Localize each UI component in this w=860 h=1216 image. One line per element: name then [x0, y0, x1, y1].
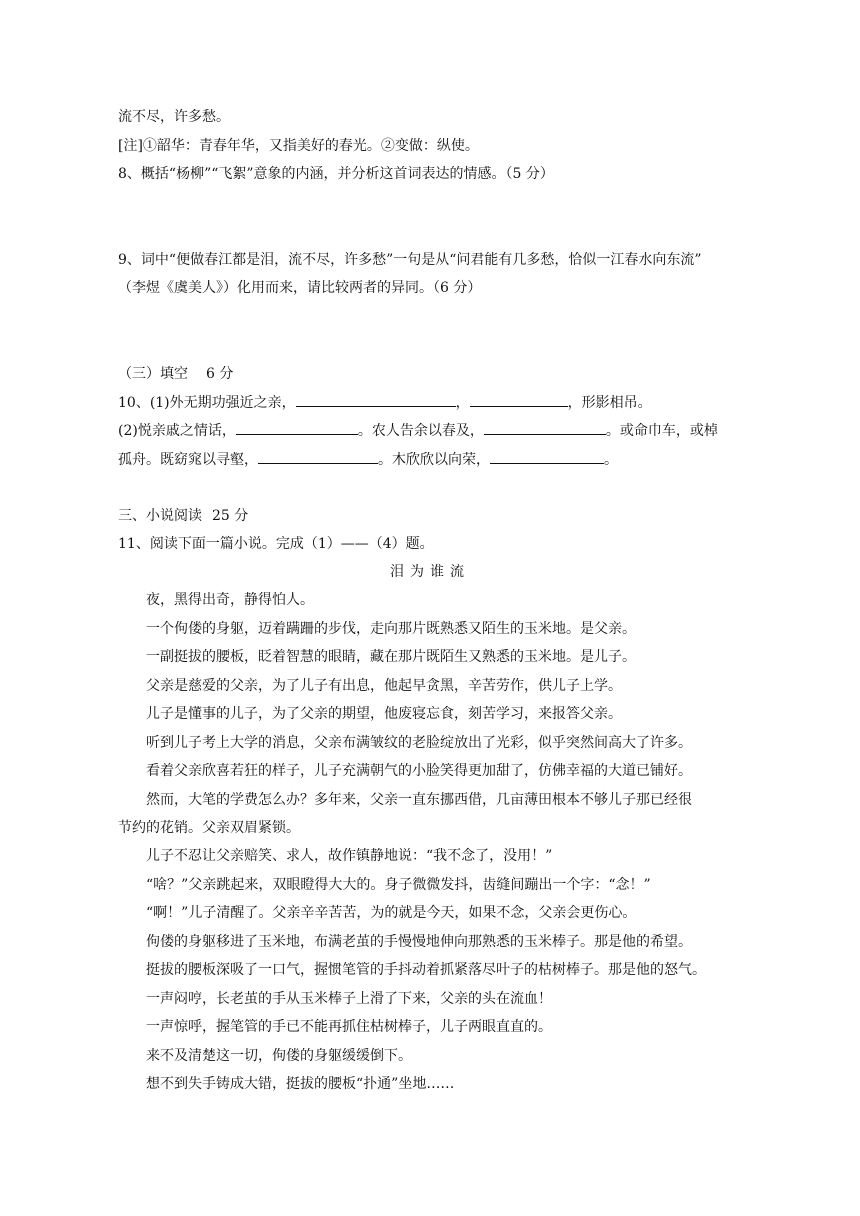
story-paragraph: 佝偻的身躯移进了玉米地，布满老茧的手慢慢地伸向那熟悉的玉米棒子。那是他的希望。	[146, 934, 692, 950]
question-8: 8、概括“杨柳”“飞絮”意象的内涵，并分析这首词表达的情感。（5 分）	[118, 166, 554, 182]
q10-text: ，形影相吊。	[567, 395, 652, 411]
q10-text: (2)悦亲戚之情话，	[118, 423, 236, 439]
poem-note: [注]①韶华：青春年华，又指美好的春光。②变做：纵使。	[118, 138, 479, 154]
answer-blank[interactable]	[490, 449, 604, 464]
question-9-line-2: （李煜《虞美人》）化用而来，请比较两者的异同。（6 分）	[118, 280, 482, 296]
story-paragraph-continued: 节约的花销。父亲双眉紧锁。	[118, 820, 300, 836]
question-11: 11、阅读下面一篇小说。完成（1）——（4）题。	[118, 536, 434, 552]
story-paragraph: 夜，黑得出奇，静得怕人。	[146, 592, 314, 608]
q10-text: 孤舟。既窈窕以寻壑，	[118, 452, 258, 468]
story-paragraph: 儿子是懂事的儿子，为了父亲的期望，他废寝忘食，刻苦学习，来报答父亲。	[146, 706, 622, 722]
answer-blank[interactable]	[236, 420, 358, 435]
question-9-line-1: 9、词中“便做春江都是泪，流不尽，许多愁”一句是从“问君能有几多愁，恰似一江春水向东流”	[118, 252, 702, 268]
story-paragraph: 听到儿子考上大学的消息，父亲布满皱纹的老脸绽放出了光彩，似乎突然间高大了许多。	[146, 735, 692, 751]
q10-text: 。	[604, 452, 618, 468]
story-paragraph: 挺拔的腰板深吸了一口气，握惯笔管的手抖动着抓紧落尽叶子的枯树棒子。那是他的怒气。	[146, 962, 706, 978]
fill-in-section-header	[118, 364, 233, 384]
story-paragraph: 一个佝偻的身躯，迈着蹒跚的步伐，走向那片既熟悉又陌生的玉米地。是父亲。	[146, 621, 636, 637]
q10-text: 。或命巾车，或棹	[605, 423, 718, 439]
q10-text: ，	[455, 395, 470, 411]
story-paragraph: 然而，大笔的学费怎么办？多年来，父亲一直东挪西借，几亩薄田根本不够儿子那已经很	[146, 792, 692, 808]
question-10-line-2	[118, 420, 718, 441]
story-paragraph: 儿子不忍让父亲赔笑、求人，故作镇静地说：“我不念了，没用！”	[146, 848, 553, 864]
answer-blank[interactable]	[470, 392, 568, 407]
story-paragraph: 来不及清楚这一切，佝偻的身躯缓缓倒下。	[146, 1048, 412, 1064]
q10-text: 。农人告余以春及，	[357, 423, 484, 439]
answer-blank[interactable]	[484, 420, 606, 435]
q10-text: 。木欣欣以向荣，	[378, 452, 490, 468]
story-paragraph: 想不到失手铸成大错，挺拔的腰板“扑通”坐地……	[146, 1076, 455, 1092]
story-paragraph: 看着父亲欣喜若狂的样子，儿子充满朝气的小脸笑得更加甜了，仿佛幸福的大道已铺好。	[146, 763, 692, 779]
section-3-score: 25 分	[212, 508, 249, 524]
answer-blank[interactable]	[296, 392, 456, 407]
story-paragraph: 一声惊呼，握笔管的手已不能再抓住枯树棒子，儿子两眼直直的。	[146, 1019, 552, 1035]
section-3-header	[118, 506, 248, 526]
story-paragraph: 父亲是慈爱的父亲，为了儿子有出息，他起早贪黑，辛苦劳作，供儿子上学。	[146, 678, 622, 694]
story-paragraph: “啊！”儿子清醒了。父亲辛辛苦苦，为的就是今天，如果不念，父亲会更伤心。	[146, 905, 637, 921]
answer-blank[interactable]	[258, 449, 378, 464]
fill-in-section-label: （三）填空	[118, 366, 188, 382]
question-10-line-3	[118, 449, 618, 470]
story-paragraph: 一副挺拔的腰板，眨着智慧的眼睛，藏在那片既陌生又熟悉的玉米地。是儿子。	[146, 649, 636, 665]
q10-text: 10、(1)外无期功强近之亲，	[118, 395, 296, 411]
question-10-line-1	[118, 392, 652, 413]
story-paragraph: 一声闷哼，长老茧的手从玉米棒子上滑了下来，父亲的头在流血！	[146, 991, 552, 1007]
story-paragraph: “啥？”父亲跳起来，双眼瞪得大大的。身子微微发抖，齿缝间蹦出一个字：“念！”	[146, 877, 651, 893]
section-3-label: 三、小说阅读	[118, 508, 202, 524]
fill-in-section-score: 6 分	[206, 366, 234, 382]
poem-ending: 流不尽，许多愁。	[118, 109, 230, 125]
story-title: 泪为谁流	[390, 564, 470, 580]
